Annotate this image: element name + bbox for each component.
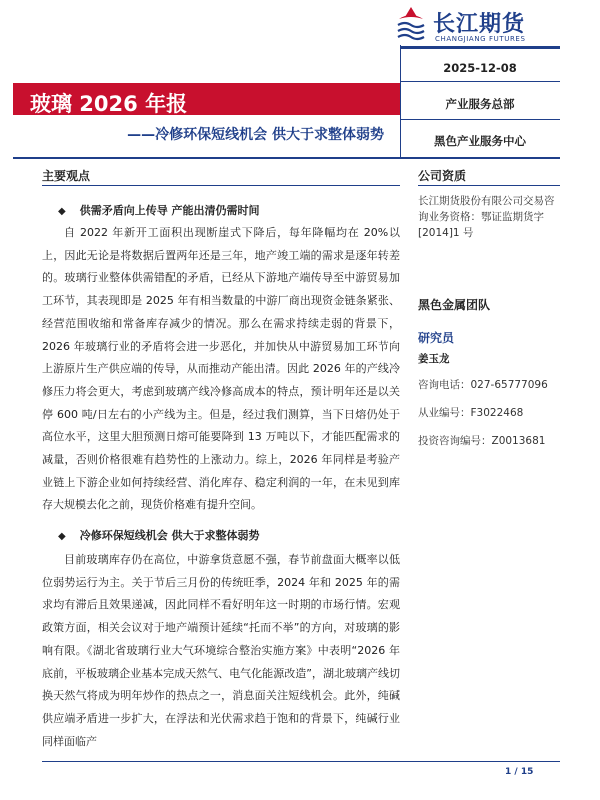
team-title: 黑色金属团队	[418, 298, 491, 312]
bullet-heading-2: ◆ 冷修环保短线机会 供大于求整体弱势	[58, 529, 260, 542]
qualification-text: 长江期货股份有限公司交易咨询业务资格：鄂证监期货字[2014]1 号	[418, 195, 555, 239]
report-dept: 产业服务总部	[445, 97, 515, 111]
report-subtitle: ——冷修环保短线机会 供大于求整体弱势	[127, 127, 384, 143]
paragraph-2: 目前玻璃库存仍在高位，中游拿货意愿不强，春节前盘面大概率以低位弱势运行为主。关于节后三月份的传统旺季，2024 年和 2025 年的需求均有滞后且效果递减，因此同样不看好明年这一时期的市场行情。宏观政策方面，相关会议对于地产端预计延续“托而不举”的方向，对玻璃的影响有限。《湖北省玻璃行业大气环境综合整治实施方案》中表明“2026 年底前，平板玻璃企业基本完成天然气、电气化能源改造”，湖北玻璃产线切换天然气将成为明年炒作的热点之一，消息面关注短线机会。此外，纯碱供应端矛盾进一步扩大，在浮法和光伏需求趋于饱和的背景下，纯碱行业同样面临产	[42, 553, 400, 748]
section-rule	[42, 185, 400, 186]
diamond-bullet-icon: ◆	[58, 531, 66, 542]
contact-phone: 咨询电话：027-65777096	[418, 379, 548, 391]
report-title: 玻璃 2026 年报	[30, 92, 188, 116]
section-title: 主要观点	[42, 169, 91, 183]
meta-rule	[400, 119, 560, 120]
contact-advisory-id: 投资咨询编号：Z0013681	[418, 435, 546, 447]
footer-rule	[42, 761, 560, 762]
logo-name-en: CHANGJIANG FUTURES	[435, 35, 526, 43]
analyst-name: 姜玉龙	[418, 353, 450, 365]
header-rule	[400, 46, 560, 49]
report-center: 黑色产业服务中心	[434, 134, 526, 148]
contact-license: 从业编号：F3022468	[418, 407, 524, 419]
paragraph-1: 自 2022 年新开工面积出现断崖式下降后，每年降幅均在 20%以上，因此无论是将数据后置两年还是三年，地产竣工端的需求是逐年转差的。玻璃行业整体供需错配的矛盾，已经从下游地产端传导至中游贸易加工环节，其表现即是 2025 年有相当数量的中游厂商出现资金链条紧张、经营范围收缩和常备库存减少的情况。那么在需求持续走弱的背景下，2026 年玻璃行业的矛盾将会进一步恶化，并加快从中游贸易加工环节向上游原片生产供应端的传导，从而推动产能出清。因此 2026 年的产线冷修压力将会更大，考虑到玻璃产线冷修高成本的特点，预计明年还是以关停 600 吨/日左右的小产线为主。但是，经过我们测算，当下日熔仍处于高位水平，这里大胆预测日熔可能要降到 13 万吨以下，才能匹配需求的减量，否则价格很难有趋势性的上涨动力。综上，2026 年同样是考验产业链上下游企业如何持续经营、消化库存、稳定利润的一年，在未见到库存大规模去化之前，现货价格难有提升空间。	[42, 226, 400, 512]
qualification-title: 公司资质	[418, 169, 467, 183]
analyst-label: 研究员	[418, 331, 455, 345]
diamond-bullet-icon: ◆	[58, 206, 66, 217]
bullet-heading-1: ◆ 供需矛盾向上传导 产能出清仍需时间	[58, 204, 260, 217]
logo-mark-icon	[395, 5, 427, 43]
logo-name-cn: 长江期货	[433, 12, 526, 37]
page-number: 1 / 15	[505, 767, 534, 777]
report-date: 2025-12-08	[443, 61, 517, 75]
header-bottom-rule	[13, 157, 560, 159]
qualification-rule	[418, 185, 560, 186]
company-logo	[395, 5, 535, 45]
meta-rule	[400, 81, 560, 82]
